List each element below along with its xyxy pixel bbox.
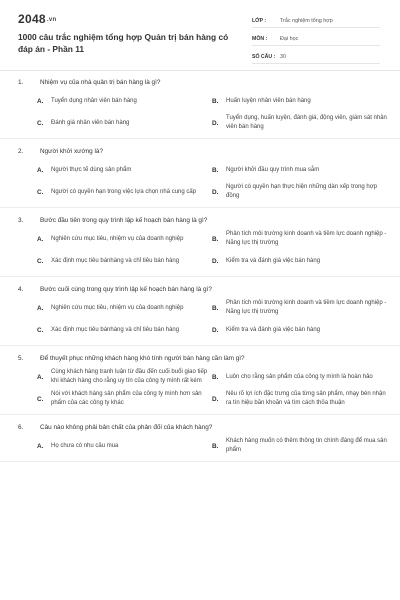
logo-main: 2048 xyxy=(18,12,46,26)
option-letter: C. xyxy=(37,395,44,403)
option-text: Cùng khách hàng tranh luận từ đầu đến cuối buổi giao tiếp khi khách hàng cho rằng uy tín của công ty mình rất kém xyxy=(51,369,208,384)
answer-option[interactable] xyxy=(37,299,212,317)
answer-option[interactable] xyxy=(212,252,392,270)
question-text xyxy=(18,216,400,225)
option-letter: B. xyxy=(212,235,219,243)
meta-value: Trắc nghiệm tổng hợp xyxy=(280,17,333,24)
answer-option[interactable] xyxy=(212,321,392,339)
option-letter: B. xyxy=(212,304,219,312)
option-text: Tuyển dụng, huấn luyện, đánh giá, động viên, giám sát nhân viên bán hàng xyxy=(226,115,387,130)
option-letter: A. xyxy=(37,97,44,105)
answer-options xyxy=(37,368,400,408)
option-text: Họ chưa có nhu cầu mua xyxy=(51,442,119,449)
option-text: Nghiên cứu mục tiêu, nhiệm vụ của doanh nghiệp xyxy=(51,235,184,242)
option-letter: C. xyxy=(37,119,44,127)
question-text xyxy=(18,78,400,87)
question-item xyxy=(0,208,400,277)
meta-row xyxy=(252,32,380,46)
option-letter: B. xyxy=(212,373,219,381)
site-logo[interactable] xyxy=(18,12,56,26)
option-text: Khách hàng muốn có thêm thông tin chính đáng để mua sản phẩm xyxy=(226,438,387,453)
option-letter: D. xyxy=(212,395,219,403)
logo-sub: .vn xyxy=(46,16,57,23)
meta-value: Đại học xyxy=(280,35,299,42)
option-text: Xác định mục tiêu bánhàng và chỉ tiêu bán hàng xyxy=(51,326,180,333)
answer-option[interactable] xyxy=(37,92,212,110)
option-letter: D. xyxy=(212,326,219,334)
option-text: Đánh giá nhân viên bán hàng xyxy=(51,119,130,126)
page-title: 1000 câu trắc nghiệm tổng hợp Quản trị bán hàng có đáp án - Phần 11 xyxy=(18,32,229,54)
question-number: 1. xyxy=(18,79,24,86)
meta-row xyxy=(252,50,380,64)
question-text xyxy=(18,147,400,156)
answer-option[interactable] xyxy=(212,183,392,201)
option-text: Phân tích môi trường kinh doanh và tiềm lực doanh nghiệp - Năng lực thị trường xyxy=(226,231,387,246)
answer-options xyxy=(37,230,400,270)
option-text: Người có quyền hạn trong việc lựa chọn nhà cung cấp xyxy=(51,188,197,195)
question-text xyxy=(18,285,400,294)
question-stem: Bước cuối cùng trong quy trình lập kế hoạch bán hàng là gì? xyxy=(40,286,212,293)
question-list xyxy=(0,70,400,462)
answer-options xyxy=(37,92,400,132)
option-letter: A. xyxy=(37,304,44,312)
option-text: Người thực tế dùng sản phẩm xyxy=(51,166,132,173)
option-text: Kiểm tra và đánh giá việc bán hàng xyxy=(226,326,321,333)
question-item xyxy=(0,139,400,208)
meta-value: 30 xyxy=(280,53,286,60)
option-letter: C. xyxy=(37,326,44,334)
answer-option[interactable] xyxy=(212,437,392,455)
option-letter: D. xyxy=(212,257,219,265)
answer-options xyxy=(37,437,400,455)
question-stem: Người khởi xướng là? xyxy=(40,148,104,155)
option-text: Tuyển dụng nhân viên bán hàng xyxy=(51,97,137,104)
question-text xyxy=(18,354,400,363)
answer-options xyxy=(37,161,400,201)
question-text xyxy=(18,423,400,432)
option-letter: D. xyxy=(212,119,219,127)
option-text: Phân tích môi trường kinh doanh và tiềm lực doanh nghiệp - Năng lực thị trường xyxy=(226,300,387,315)
option-letter: B. xyxy=(212,442,219,450)
question-stem: Nhiệm vụ của nhà quản trị bán hàng là gì? xyxy=(40,79,161,86)
option-text: Kiểm tra và đánh giá việc bán hàng xyxy=(226,257,321,264)
answer-option[interactable] xyxy=(212,299,392,317)
question-item xyxy=(0,277,400,346)
answer-option[interactable] xyxy=(212,390,392,408)
answer-options xyxy=(37,299,400,339)
option-text: Nêu rõ lợi ích đặc trưng của từng sản phẩm, nhạy bén nhận ra tín hiệu băn khoăn và tìm cách thỏa thuận xyxy=(226,391,386,406)
answer-option[interactable] xyxy=(37,368,212,386)
question-item xyxy=(0,70,400,139)
question-number: 2. xyxy=(18,148,24,155)
option-letter: A. xyxy=(37,166,44,174)
answer-option[interactable] xyxy=(212,161,392,179)
question-item xyxy=(0,346,400,415)
answer-option[interactable] xyxy=(212,230,392,248)
option-text: Nói với khách hàng sản phẩm của công ty mình hơn sản phẩm của các công ty khác xyxy=(51,391,202,406)
option-letter: C. xyxy=(37,188,44,196)
option-text: Luôn cho rằng sản phẩm của công ty mình là hoàn hảo xyxy=(226,373,373,380)
answer-option[interactable] xyxy=(212,92,392,110)
answer-option[interactable] xyxy=(37,161,212,179)
meta-label: LỚP : xyxy=(252,17,267,24)
answer-option[interactable] xyxy=(37,252,212,270)
page-header xyxy=(0,0,400,71)
option-letter: D. xyxy=(212,188,219,196)
answer-option[interactable] xyxy=(37,390,212,408)
question-stem: Câu nào không phải bản chất của phản đối của khách hàng? xyxy=(40,424,213,431)
option-letter: A. xyxy=(37,373,44,381)
option-letter: C. xyxy=(37,257,44,265)
option-letter: B. xyxy=(212,97,219,105)
answer-option[interactable] xyxy=(37,183,212,201)
question-number: 5. xyxy=(18,355,24,362)
answer-option[interactable] xyxy=(37,114,212,132)
option-letter: A. xyxy=(37,442,44,450)
answer-option[interactable] xyxy=(37,437,212,455)
question-number: 6. xyxy=(18,424,24,431)
option-text: Người khởi đầu quy trình mua sắm xyxy=(226,166,320,173)
question-number: 4. xyxy=(18,286,24,293)
answer-option[interactable] xyxy=(37,230,212,248)
meta-label: SỐ CÂU : xyxy=(252,53,276,60)
option-letter: B. xyxy=(212,166,219,174)
option-text: Xác định mục tiêu bánhàng và chỉ tiêu bán hàng xyxy=(51,257,180,264)
question-stem: Để thuyết phục những khách hàng khó tính người bán hàng cần làm gì? xyxy=(40,355,245,362)
quiz-meta xyxy=(252,14,380,68)
question-stem: Bước đầu tiên trong quy trình lập kế hoạch bán hàng là gì? xyxy=(40,217,208,224)
answer-option[interactable] xyxy=(212,368,392,386)
option-letter: A. xyxy=(37,235,44,243)
meta-row xyxy=(252,14,380,28)
option-text: Nghiên cứu mục tiêu, nhiệm vụ của doanh nghiệp xyxy=(51,304,184,311)
question-number: 3. xyxy=(18,217,24,224)
question-item xyxy=(0,415,400,462)
answer-option[interactable] xyxy=(212,114,392,132)
option-text: Người có quyền hạn thực hiện những dàn xếp trong hợp đồng xyxy=(226,184,378,199)
option-text: Huấn luyện nhân viên bán hàng xyxy=(226,97,311,104)
answer-option[interactable] xyxy=(37,321,212,339)
meta-label: MÔN : xyxy=(252,35,268,42)
